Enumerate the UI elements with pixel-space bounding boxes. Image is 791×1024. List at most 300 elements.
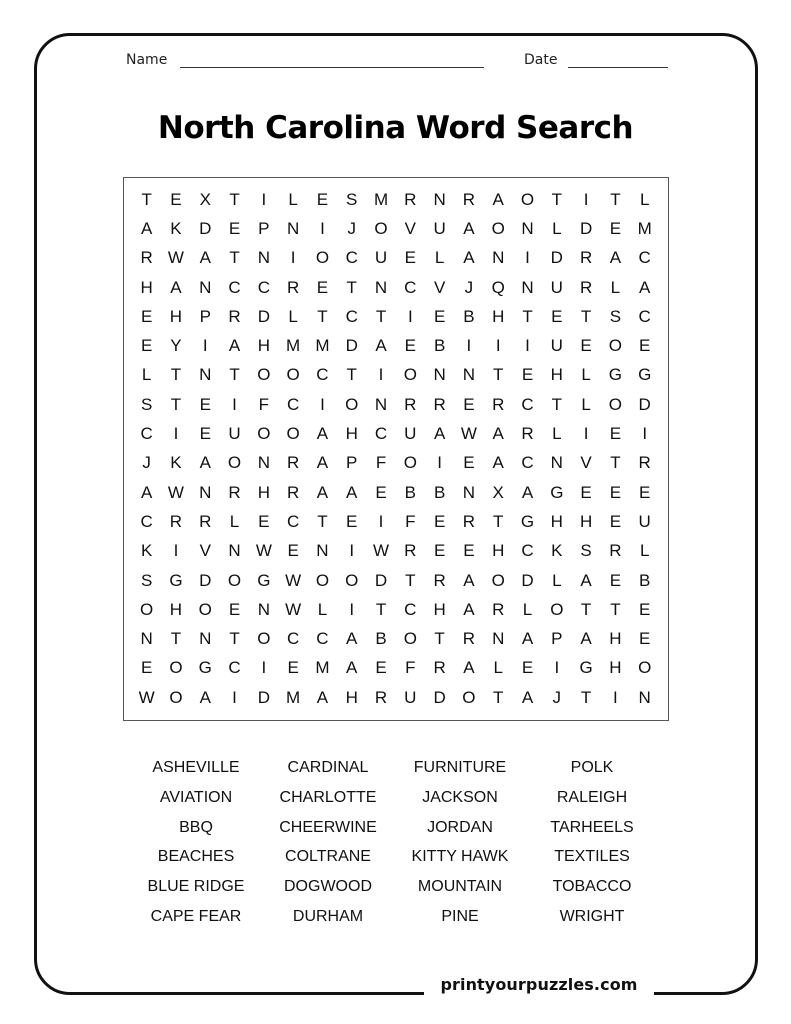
grid-cell[interactable]: S: [609, 306, 622, 326]
grid-cell[interactable]: I: [349, 599, 355, 619]
grid-cell[interactable]: L: [141, 365, 152, 385]
grid-cell[interactable]: T: [170, 365, 182, 385]
grid-cell[interactable]: A: [346, 658, 358, 678]
grid-cell[interactable]: L: [581, 394, 591, 414]
grid-cell[interactable]: U: [550, 336, 563, 356]
grid-cell[interactable]: T: [317, 306, 328, 326]
grid-cell[interactable]: C: [257, 277, 270, 297]
grid-cell[interactable]: A: [463, 248, 475, 268]
grid-cell[interactable]: E: [609, 218, 622, 238]
grid-cell[interactable]: E: [228, 218, 241, 238]
grid-cell[interactable]: O: [286, 365, 300, 385]
grid-cell[interactable]: E: [639, 482, 651, 502]
grid-cell[interactable]: A: [521, 629, 534, 649]
grid-cell[interactable]: C: [316, 365, 329, 385]
grid-cell[interactable]: G: [550, 482, 564, 502]
grid-cell[interactable]: A: [521, 482, 534, 502]
grid-cell[interactable]: N: [462, 365, 476, 385]
grid-cell[interactable]: O: [257, 424, 271, 444]
grid-cell[interactable]: H: [257, 336, 270, 356]
grid-cell[interactable]: N: [550, 453, 563, 473]
grid-cell[interactable]: H: [579, 511, 593, 531]
grid-cell[interactable]: A: [580, 629, 592, 649]
grid-cell[interactable]: I: [613, 687, 618, 707]
grid-cell[interactable]: A: [463, 218, 475, 238]
grid-cell[interactable]: R: [140, 248, 153, 268]
grid-cell[interactable]: C: [345, 306, 358, 326]
grid-cell[interactable]: C: [638, 306, 651, 326]
grid-cell[interactable]: J: [142, 453, 151, 473]
grid-cell[interactable]: P: [551, 629, 563, 649]
grid-cell[interactable]: O: [608, 394, 623, 414]
grid-cell[interactable]: O: [491, 570, 505, 590]
grid-cell[interactable]: E: [199, 424, 211, 444]
grid-cell[interactable]: H: [433, 599, 446, 619]
grid-cell[interactable]: E: [199, 394, 211, 414]
grid-cell[interactable]: H: [550, 511, 563, 531]
grid-cell[interactable]: T: [170, 394, 182, 414]
grid-cell[interactable]: N: [492, 248, 505, 268]
grid-cell[interactable]: H: [609, 629, 622, 649]
grid-cell[interactable]: N: [521, 277, 534, 297]
grid-cell[interactable]: O: [638, 658, 652, 678]
grid-cell[interactable]: K: [140, 541, 153, 561]
grid-cell[interactable]: C: [140, 511, 153, 531]
grid-cell[interactable]: J: [552, 687, 562, 707]
grid-cell[interactable]: K: [170, 453, 182, 473]
grid-cell[interactable]: T: [580, 306, 592, 326]
grid-cell[interactable]: T: [580, 599, 592, 619]
grid-cell[interactable]: V: [404, 218, 416, 238]
grid-cell[interactable]: H: [345, 424, 358, 444]
grid-cell[interactable]: R: [579, 248, 593, 268]
grid-cell[interactable]: L: [288, 189, 298, 209]
grid-cell[interactable]: E: [609, 570, 622, 590]
grid-cell[interactable]: E: [404, 248, 416, 268]
grid-cell[interactable]: O: [257, 629, 271, 649]
grid-cell[interactable]: L: [552, 570, 562, 590]
grid-cell[interactable]: J: [347, 218, 356, 238]
grid-cell[interactable]: N: [374, 277, 388, 297]
grid-cell[interactable]: O: [198, 599, 212, 619]
grid-cell[interactable]: O: [403, 453, 417, 473]
grid-cell[interactable]: A: [199, 248, 211, 268]
grid-cell[interactable]: A: [199, 687, 211, 707]
grid-cell[interactable]: A: [346, 629, 358, 649]
grid-cell[interactable]: L: [610, 277, 621, 297]
grid-cell[interactable]: E: [287, 541, 299, 561]
grid-cell[interactable]: I: [642, 424, 648, 444]
grid-cell[interactable]: D: [579, 218, 593, 238]
grid-cell[interactable]: I: [202, 336, 208, 356]
grid-cell[interactable]: E: [463, 541, 475, 561]
grid-cell[interactable]: C: [521, 541, 534, 561]
grid-cell[interactable]: I: [349, 541, 355, 561]
grid-cell[interactable]: O: [169, 687, 183, 707]
grid-cell[interactable]: N: [140, 629, 153, 649]
grid-cell[interactable]: I: [466, 336, 472, 356]
grid-cell[interactable]: Q: [491, 277, 505, 297]
grid-cell[interactable]: N: [257, 453, 270, 473]
grid-cell[interactable]: N: [199, 629, 212, 649]
grid-cell[interactable]: O: [608, 336, 623, 356]
grid-cell[interactable]: R: [286, 277, 300, 297]
grid-cell[interactable]: E: [287, 658, 299, 678]
grid-cell[interactable]: G: [169, 570, 183, 590]
grid-cell[interactable]: N: [199, 482, 212, 502]
grid-cell[interactable]: W: [285, 570, 302, 590]
grid-cell[interactable]: B: [433, 482, 446, 502]
grid-cell[interactable]: E: [346, 511, 358, 531]
grid-cell[interactable]: B: [404, 482, 416, 502]
grid-cell[interactable]: O: [462, 687, 476, 707]
grid-cell[interactable]: W: [255, 541, 272, 561]
grid-cell[interactable]: O: [286, 424, 300, 444]
grid-cell[interactable]: I: [407, 306, 413, 326]
grid-cell[interactable]: U: [228, 424, 241, 444]
grid-cell[interactable]: L: [317, 599, 328, 619]
grid-cell[interactable]: O: [345, 570, 359, 590]
grid-cell[interactable]: A: [316, 482, 329, 502]
grid-cell[interactable]: C: [316, 629, 329, 649]
grid-cell[interactable]: O: [315, 248, 330, 268]
grid-cell[interactable]: I: [261, 189, 267, 209]
grid-cell[interactable]: E: [140, 306, 153, 326]
grid-cell[interactable]: R: [433, 658, 446, 678]
grid-cell[interactable]: A: [492, 189, 504, 209]
grid-cell[interactable]: B: [639, 570, 651, 590]
grid-cell[interactable]: R: [169, 511, 183, 531]
grid-cell[interactable]: N: [433, 365, 446, 385]
grid-cell[interactable]: C: [345, 248, 358, 268]
grid-cell[interactable]: A: [433, 424, 446, 444]
grid-cell[interactable]: A: [492, 424, 504, 444]
grid-cell[interactable]: P: [258, 218, 270, 238]
grid-cell[interactable]: Y: [170, 336, 182, 356]
grid-cell[interactable]: A: [140, 218, 153, 238]
grid-cell[interactable]: F: [405, 658, 416, 678]
grid-cell[interactable]: L: [639, 541, 650, 561]
grid-cell[interactable]: H: [345, 687, 358, 707]
grid-cell[interactable]: D: [433, 687, 446, 707]
grid-cell[interactable]: I: [525, 248, 530, 268]
grid-cell[interactable]: E: [551, 306, 563, 326]
grid-cell[interactable]: R: [404, 189, 417, 209]
grid-cell[interactable]: T: [170, 629, 182, 649]
grid-cell[interactable]: R: [579, 277, 593, 297]
grid-cell[interactable]: I: [583, 189, 589, 209]
grid-cell[interactable]: A: [346, 482, 358, 502]
grid-cell[interactable]: E: [580, 482, 592, 502]
grid-cell[interactable]: I: [173, 424, 179, 444]
grid-cell[interactable]: N: [521, 218, 534, 238]
grid-cell[interactable]: G: [198, 658, 212, 678]
grid-cell[interactable]: N: [638, 687, 651, 707]
grid-cell[interactable]: W: [373, 541, 390, 561]
grid-cell[interactable]: J: [464, 277, 474, 297]
grid-cell[interactable]: L: [493, 658, 503, 678]
grid-cell[interactable]: H: [169, 306, 183, 326]
grid-cell[interactable]: E: [433, 306, 446, 326]
grid-cell[interactable]: R: [492, 599, 505, 619]
grid-cell[interactable]: D: [199, 570, 212, 590]
grid-cell[interactable]: A: [580, 570, 592, 590]
grid-cell[interactable]: C: [286, 629, 300, 649]
grid-cell[interactable]: K: [551, 541, 563, 561]
grid-cell[interactable]: N: [257, 248, 270, 268]
grid-cell[interactable]: I: [320, 394, 325, 414]
grid-cell[interactable]: B: [375, 629, 387, 649]
grid-cell[interactable]: U: [404, 424, 417, 444]
grid-cell[interactable]: I: [378, 511, 384, 531]
grid-cell[interactable]: C: [228, 658, 241, 678]
grid-cell[interactable]: T: [141, 189, 152, 209]
grid-cell[interactable]: N: [199, 277, 212, 297]
grid-cell[interactable]: O: [550, 599, 564, 619]
grid-cell[interactable]: W: [460, 424, 477, 444]
grid-cell[interactable]: U: [638, 511, 651, 531]
grid-cell[interactable]: E: [609, 424, 622, 444]
grid-cell[interactable]: I: [320, 218, 325, 238]
grid-cell[interactable]: R: [374, 687, 388, 707]
grid-cell[interactable]: E: [639, 336, 651, 356]
grid-cell[interactable]: I: [495, 336, 501, 356]
grid-cell[interactable]: A: [170, 277, 182, 297]
grid-cell[interactable]: R: [404, 541, 417, 561]
grid-cell[interactable]: B: [433, 336, 446, 356]
grid-cell[interactable]: E: [463, 453, 475, 473]
grid-cell[interactable]: I: [232, 687, 237, 707]
grid-cell[interactable]: T: [229, 189, 240, 209]
grid-cell[interactable]: C: [286, 511, 300, 531]
grid-cell[interactable]: E: [258, 511, 270, 531]
grid-cell[interactable]: A: [316, 424, 329, 444]
grid-cell[interactable]: R: [433, 394, 446, 414]
grid-cell[interactable]: W: [167, 482, 184, 502]
grid-cell[interactable]: M: [315, 336, 330, 356]
grid-cell[interactable]: O: [403, 629, 417, 649]
grid-cell[interactable]: X: [199, 189, 211, 209]
grid-cell[interactable]: H: [492, 306, 505, 326]
grid-cell[interactable]: F: [375, 453, 387, 473]
grid-cell[interactable]: T: [551, 394, 562, 414]
grid-cell[interactable]: I: [583, 424, 589, 444]
grid-cell[interactable]: E: [170, 189, 182, 209]
grid-cell[interactable]: D: [345, 336, 358, 356]
grid-cell[interactable]: C: [638, 248, 651, 268]
grid-cell[interactable]: T: [375, 599, 387, 619]
grid-cell[interactable]: D: [199, 218, 212, 238]
grid-cell[interactable]: F: [405, 511, 416, 531]
grid-cell[interactable]: X: [492, 482, 504, 502]
grid-cell[interactable]: N: [286, 218, 300, 238]
grid-cell[interactable]: H: [257, 482, 270, 502]
grid-cell[interactable]: W: [167, 248, 184, 268]
grid-cell[interactable]: C: [521, 394, 534, 414]
grid-cell[interactable]: O: [140, 599, 154, 619]
grid-cell[interactable]: H: [609, 658, 622, 678]
grid-cell[interactable]: A: [199, 453, 211, 473]
grid-cell[interactable]: T: [522, 306, 533, 326]
grid-cell[interactable]: R: [462, 511, 476, 531]
grid-cell[interactable]: D: [257, 687, 270, 707]
grid-cell[interactable]: T: [229, 629, 240, 649]
grid-cell[interactable]: N: [199, 365, 212, 385]
grid-cell[interactable]: C: [286, 394, 300, 414]
grid-cell[interactable]: E: [404, 336, 416, 356]
grid-cell[interactable]: T: [580, 687, 592, 707]
grid-cell[interactable]: T: [405, 570, 416, 590]
grid-cell[interactable]: R: [609, 541, 622, 561]
grid-cell[interactable]: U: [374, 248, 388, 268]
grid-cell[interactable]: O: [374, 218, 388, 238]
grid-cell[interactable]: D: [257, 306, 270, 326]
grid-cell[interactable]: E: [521, 365, 534, 385]
grid-cell[interactable]: C: [404, 599, 417, 619]
grid-cell[interactable]: M: [637, 218, 652, 238]
grid-cell[interactable]: I: [232, 394, 237, 414]
grid-cell[interactable]: E: [521, 658, 534, 678]
grid-cell[interactable]: O: [227, 570, 242, 590]
grid-cell[interactable]: A: [639, 277, 651, 297]
name-field-line[interactable]: [180, 67, 484, 68]
grid-cell[interactable]: T: [346, 277, 357, 297]
grid-cell[interactable]: N: [462, 482, 476, 502]
grid-cell[interactable]: I: [378, 365, 384, 385]
grid-cell[interactable]: V: [433, 277, 446, 297]
grid-cell[interactable]: A: [316, 687, 329, 707]
grid-cell[interactable]: A: [228, 336, 241, 356]
grid-cell[interactable]: K: [170, 218, 182, 238]
date-field-line[interactable]: [568, 67, 668, 68]
grid-cell[interactable]: V: [199, 541, 211, 561]
grid-cell[interactable]: T: [610, 599, 621, 619]
grid-cell[interactable]: O: [257, 365, 271, 385]
grid-cell[interactable]: E: [375, 482, 387, 502]
grid-cell[interactable]: L: [639, 189, 650, 209]
grid-cell[interactable]: T: [610, 189, 621, 209]
grid-cell[interactable]: N: [492, 629, 505, 649]
grid-cell[interactable]: D: [374, 570, 388, 590]
grid-cell[interactable]: E: [375, 658, 387, 678]
grid-cell[interactable]: A: [375, 336, 387, 356]
grid-cell[interactable]: B: [463, 306, 475, 326]
grid-cell[interactable]: P: [199, 306, 211, 326]
grid-cell[interactable]: T: [229, 248, 240, 268]
grid-cell[interactable]: T: [346, 365, 357, 385]
grid-cell[interactable]: L: [522, 599, 533, 619]
grid-cell[interactable]: P: [346, 453, 358, 473]
grid-cell[interactable]: E: [228, 599, 241, 619]
grid-cell[interactable]: A: [492, 453, 504, 473]
grid-cell[interactable]: S: [140, 394, 153, 414]
grid-cell[interactable]: E: [433, 541, 446, 561]
grid-cell[interactable]: N: [374, 394, 388, 414]
grid-cell[interactable]: A: [609, 248, 622, 268]
grid-cell[interactable]: I: [261, 658, 267, 678]
grid-cell[interactable]: R: [286, 482, 300, 502]
grid-cell[interactable]: T: [610, 453, 621, 473]
grid-cell[interactable]: E: [463, 394, 475, 414]
grid-cell[interactable]: I: [525, 336, 530, 356]
grid-cell[interactable]: R: [199, 511, 212, 531]
grid-cell[interactable]: M: [315, 658, 330, 678]
grid-cell[interactable]: E: [316, 277, 329, 297]
grid-cell[interactable]: G: [257, 570, 271, 590]
grid-cell[interactable]: U: [550, 277, 563, 297]
grid-cell[interactable]: N: [228, 541, 241, 561]
grid-cell[interactable]: T: [434, 629, 445, 649]
grid-cell[interactable]: W: [285, 599, 302, 619]
grid-cell[interactable]: L: [552, 424, 562, 444]
grid-cell[interactable]: T: [229, 365, 240, 385]
grid-cell[interactable]: H: [550, 365, 563, 385]
grid-cell[interactable]: M: [286, 687, 301, 707]
grid-cell[interactable]: E: [433, 511, 446, 531]
grid-cell[interactable]: L: [581, 365, 591, 385]
grid-cell[interactable]: I: [554, 658, 560, 678]
grid-cell[interactable]: T: [493, 365, 504, 385]
grid-cell[interactable]: T: [317, 511, 328, 531]
grid-cell[interactable]: R: [404, 394, 417, 414]
grid-cell[interactable]: D: [521, 570, 534, 590]
grid-cell[interactable]: A: [463, 658, 475, 678]
grid-cell[interactable]: N: [433, 189, 446, 209]
grid-cell[interactable]: S: [140, 570, 153, 590]
grid-cell[interactable]: C: [374, 424, 388, 444]
grid-cell[interactable]: N: [316, 541, 329, 561]
grid-cell[interactable]: L: [288, 306, 298, 326]
grid-cell[interactable]: G: [638, 365, 652, 385]
grid-cell[interactable]: T: [493, 687, 504, 707]
grid-cell[interactable]: C: [140, 424, 153, 444]
grid-cell[interactable]: S: [346, 189, 358, 209]
grid-cell[interactable]: S: [580, 541, 592, 561]
grid-cell[interactable]: I: [290, 248, 296, 268]
grid-cell[interactable]: R: [638, 453, 651, 473]
grid-cell[interactable]: C: [228, 277, 241, 297]
grid-cell[interactable]: R: [462, 189, 476, 209]
grid-cell[interactable]: F: [258, 394, 270, 414]
grid-cell[interactable]: W: [138, 687, 155, 707]
grid-cell[interactable]: G: [608, 365, 623, 385]
grid-cell[interactable]: A: [463, 570, 475, 590]
grid-cell[interactable]: O: [315, 570, 330, 590]
grid-cell[interactable]: R: [492, 394, 505, 414]
grid-cell[interactable]: H: [169, 599, 183, 619]
grid-cell[interactable]: R: [433, 570, 446, 590]
grid-cell[interactable]: I: [437, 453, 442, 473]
grid-cell[interactable]: M: [286, 336, 301, 356]
grid-cell[interactable]: E: [140, 658, 153, 678]
grid-cell[interactable]: E: [316, 189, 329, 209]
grid-cell[interactable]: I: [173, 541, 179, 561]
grid-cell[interactable]: R: [228, 482, 241, 502]
grid-cell[interactable]: O: [403, 365, 417, 385]
grid-cell[interactable]: O: [491, 218, 505, 238]
grid-cell[interactable]: E: [639, 599, 651, 619]
grid-cell[interactable]: L: [229, 511, 240, 531]
grid-cell[interactable]: A: [521, 687, 534, 707]
grid-cell[interactable]: L: [552, 218, 562, 238]
grid-cell[interactable]: D: [550, 248, 563, 268]
grid-cell[interactable]: A: [140, 482, 153, 502]
grid-cell[interactable]: H: [140, 277, 153, 297]
grid-cell[interactable]: O: [345, 394, 359, 414]
grid-cell[interactable]: E: [140, 336, 153, 356]
grid-cell[interactable]: E: [609, 482, 622, 502]
grid-cell[interactable]: O: [520, 189, 535, 209]
